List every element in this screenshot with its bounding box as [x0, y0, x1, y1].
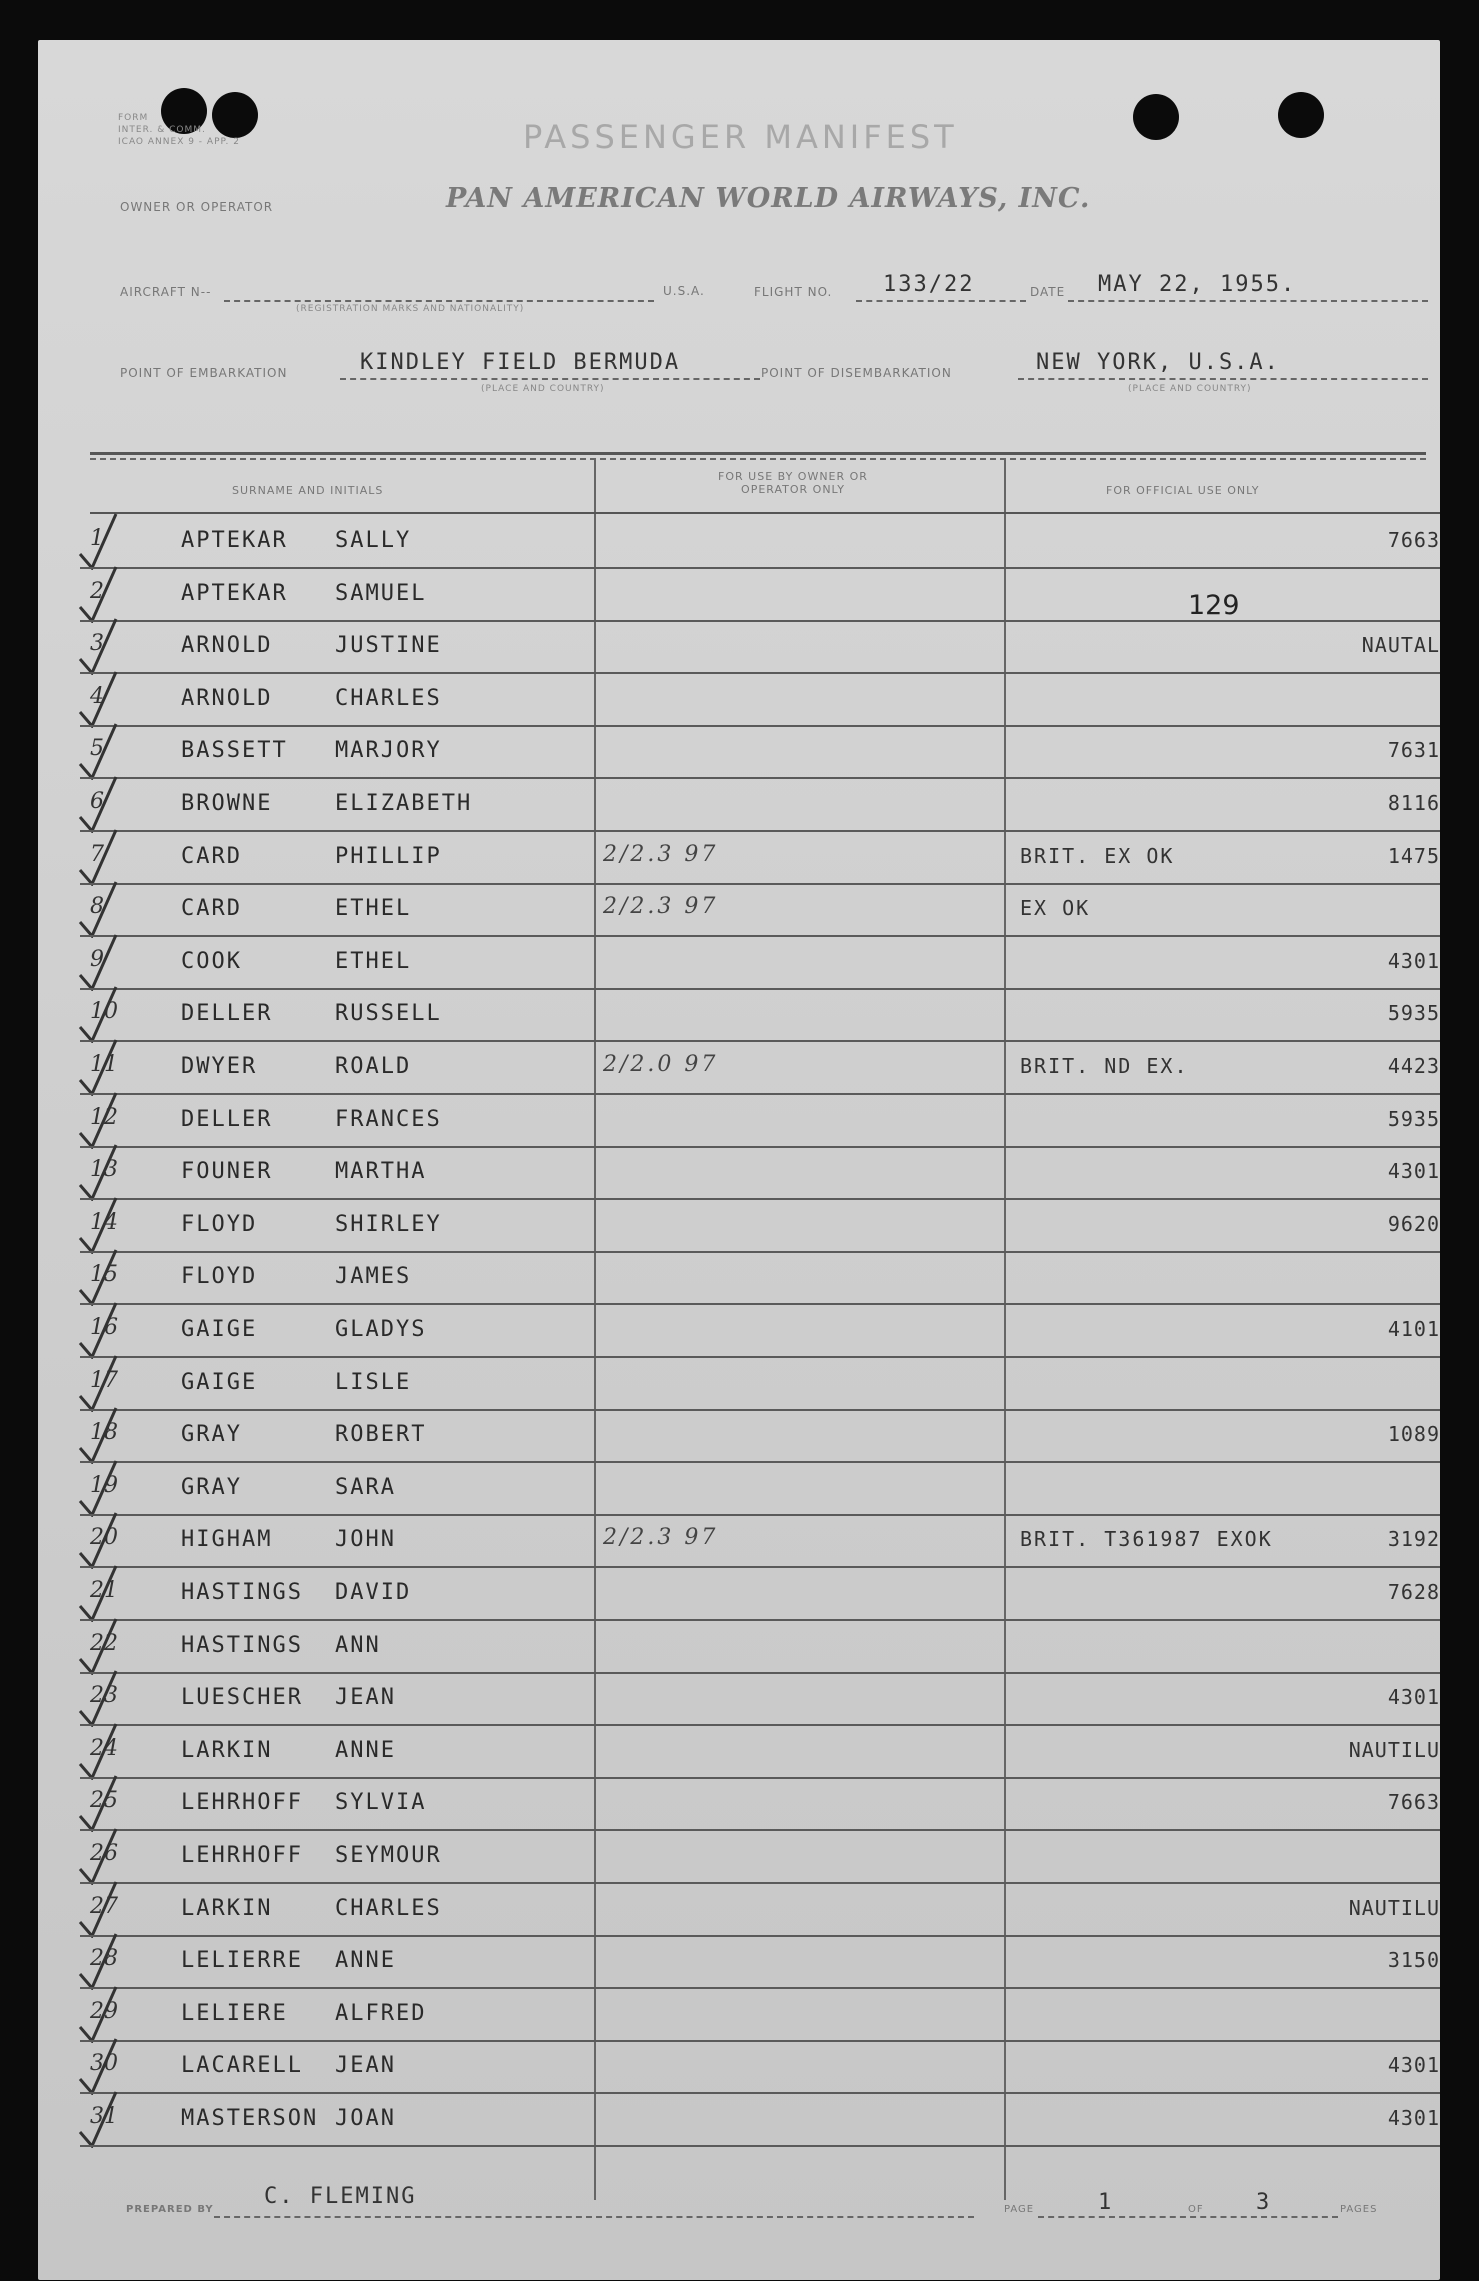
- aircraft-label: AIRCRAFT N--: [120, 285, 212, 299]
- table-row: [38, 621, 1440, 674]
- of-label: OF: [1188, 2204, 1204, 2215]
- form-id-line: ICAO ANNEX 9 - APP. 2: [118, 137, 240, 147]
- row-number: 28: [90, 1946, 118, 1972]
- given-name-cell: ELIZABETH: [335, 791, 473, 816]
- punch-hole: [1278, 92, 1324, 138]
- embark-sub: (PLACE AND COUNTRY): [481, 384, 605, 394]
- owner-value: PAN AMERICAN WORLD AIRWAYS, INC.: [446, 183, 1091, 214]
- surname-cell: GAIGE: [181, 1369, 258, 1395]
- given-name-cell: SAMUEL: [335, 580, 427, 606]
- official-code-cell: 4301: [1387, 1159, 1440, 1184]
- prepared-line: [214, 2216, 974, 2218]
- table-row: [38, 1305, 1440, 1358]
- header-rule: [90, 458, 1426, 460]
- row-number: 6: [90, 789, 104, 814]
- row-number: 10: [90, 999, 118, 1025]
- surname-cell: HASTINGS: [181, 1580, 303, 1605]
- given-name-cell: ANN: [335, 1632, 381, 1658]
- table-row: [38, 1515, 1440, 1568]
- official-code-cell: 4423: [1387, 1054, 1440, 1078]
- form-id-line: FORM: [118, 113, 149, 123]
- owner-label: OWNER OR OPERATOR: [120, 200, 274, 214]
- official-code-cell: 5935: [1387, 1106, 1440, 1131]
- official-code-cell: 7631: [1387, 738, 1440, 763]
- surname-cell: GRAY: [181, 1422, 242, 1448]
- official-code-cell: 4101: [1387, 1317, 1440, 1341]
- table-row: [38, 1410, 1440, 1463]
- surname-cell: LUESCHER: [181, 1685, 303, 1711]
- page-title: PASSENGER MANIFEST: [523, 118, 958, 156]
- official-note: 129: [1188, 590, 1240, 621]
- row-number: 19: [90, 1472, 118, 1498]
- date-value: MAY 22, 1955.: [1098, 272, 1297, 297]
- manifest-sheet: [38, 40, 1440, 2280]
- disembark-value: NEW YORK, U.S.A.: [1036, 350, 1280, 375]
- official-code-cell: 4301: [1387, 2053, 1440, 2078]
- given-name-cell: JOAN: [335, 2106, 396, 2131]
- given-name-cell: SALLY: [335, 528, 412, 553]
- official-use-cell: BRIT. EX OK: [1020, 843, 1175, 868]
- table-row: [38, 516, 1440, 569]
- table-row: [38, 1568, 1440, 1621]
- row-number: 30: [90, 2051, 118, 2077]
- usa-label: U.S.A.: [663, 284, 705, 298]
- surname-cell: LELIERE: [181, 2000, 288, 2026]
- given-name-cell: SARA: [335, 1474, 396, 1500]
- table-row: [38, 1252, 1440, 1305]
- table-row: [38, 1147, 1440, 1200]
- aircraft-line: [224, 300, 654, 302]
- table-row: [38, 1042, 1440, 1095]
- table-row: [38, 1936, 1440, 1989]
- prepared-label: PREPARED BY: [126, 2204, 214, 2215]
- official-code-cell: 1089: [1387, 1422, 1440, 1447]
- surname-cell: DELLER: [181, 1001, 273, 1027]
- of-value: 3: [1256, 2190, 1272, 2215]
- given-name-cell: SYLVIA: [335, 1790, 427, 1816]
- flight-line: [856, 300, 1026, 302]
- official-code-cell: 8116: [1387, 791, 1440, 815]
- disembark-sub: (PLACE AND COUNTRY): [1128, 384, 1252, 394]
- table-row: [38, 779, 1440, 832]
- given-name-cell: ANNE: [335, 1737, 396, 1763]
- surname-cell: CARD: [181, 843, 242, 869]
- official-code-cell: 7663: [1387, 528, 1440, 552]
- official-code-cell: 4301: [1387, 2106, 1440, 2130]
- table-row: [38, 726, 1440, 779]
- prepared-value: C. FLEMING: [264, 2184, 417, 2209]
- surname-cell: HASTINGS: [181, 1632, 303, 1658]
- given-name-cell: GLADYS: [335, 1317, 427, 1342]
- official-code-cell: 1475: [1387, 843, 1440, 868]
- embark-value: KINDLEY FIELD BERMUDA: [360, 350, 681, 375]
- row-rule: [80, 2145, 1440, 2147]
- table-row: [38, 884, 1440, 937]
- official-code-cell: 7663: [1387, 1790, 1440, 1815]
- column-header-owner: FOR USE BY OWNER OR OPERATOR ONLY: [718, 470, 868, 496]
- given-name-cell: LISLE: [335, 1369, 412, 1395]
- given-name-cell: RUSSELL: [335, 1001, 442, 1027]
- row-number: 18: [90, 1420, 118, 1446]
- given-name-cell: ROALD: [335, 1054, 412, 1079]
- given-name-cell: SEYMOUR: [335, 1843, 442, 1868]
- embark-line: [340, 378, 760, 380]
- given-name-cell: FRANCES: [335, 1106, 442, 1132]
- disembark-line: [1018, 378, 1428, 380]
- given-name-cell: SHIRLEY: [335, 1211, 442, 1237]
- row-number: 23: [90, 1683, 118, 1709]
- given-name-cell: ALFRED: [335, 2000, 427, 2026]
- row-number: 2: [90, 578, 104, 604]
- table-row: [38, 1989, 1440, 2042]
- table-row: [38, 937, 1440, 990]
- row-number: 3: [90, 631, 104, 657]
- row-number: 13: [90, 1157, 118, 1183]
- page-value: 1: [1098, 2190, 1114, 2215]
- official-code-cell: 9620: [1387, 1211, 1440, 1236]
- surname-cell: FLOYD: [181, 1211, 258, 1237]
- given-name-cell: ETHEL: [335, 948, 412, 974]
- given-name-cell: MARTHA: [335, 1159, 427, 1185]
- table-row: [38, 2094, 1440, 2147]
- header-rule: [90, 452, 1426, 455]
- given-name-cell: MARJORY: [335, 738, 442, 764]
- official-code-cell: 4301: [1387, 1685, 1440, 1710]
- row-number: 22: [90, 1630, 118, 1656]
- owner-use-cell: 2/2.0 97: [603, 1052, 719, 1077]
- row-number: 25: [90, 1788, 118, 1814]
- owner-use-cell: 2/2.3 97: [603, 841, 719, 867]
- row-number: 16: [90, 1315, 118, 1340]
- surname-cell: LEHRHOFF: [181, 1843, 303, 1868]
- surname-cell: ARNOLD: [181, 633, 273, 659]
- row-number: 12: [90, 1104, 118, 1130]
- owner-use-cell: 2/2.3 97: [603, 1525, 719, 1551]
- flight-label: FLIGHT NO.: [754, 285, 833, 299]
- table-row: [38, 1200, 1440, 1253]
- surname-cell: FLOYD: [181, 1264, 258, 1290]
- table-row: [38, 1778, 1440, 1831]
- surname-cell: FOUNER: [181, 1159, 273, 1185]
- disembark-label: POINT OF DISEMBARKATION: [761, 366, 952, 380]
- row-number: 27: [90, 1893, 118, 1919]
- flight-value: 133/22: [883, 272, 975, 297]
- surname-cell: DELLER: [181, 1106, 273, 1132]
- page-label: PAGE: [1004, 2204, 1035, 2215]
- surname-cell: LARKIN: [181, 1895, 273, 1921]
- table-row: [38, 1673, 1440, 1726]
- surname-cell: BROWNE: [181, 791, 273, 816]
- date-label: DATE: [1030, 285, 1066, 299]
- table-row: [38, 1884, 1440, 1937]
- given-name-cell: CHARLES: [335, 1895, 442, 1921]
- table-row: [38, 569, 1440, 622]
- given-name-cell: JEAN: [335, 1685, 396, 1711]
- official-use-cell: BRIT. T361987 EXOK: [1020, 1527, 1273, 1552]
- surname-cell: LEHRHOFF: [181, 1790, 303, 1816]
- row-number: 5: [90, 736, 104, 762]
- row-number: 26: [90, 1841, 118, 1866]
- official-code-cell: 7628: [1387, 1580, 1440, 1604]
- row-number: 1: [90, 526, 104, 551]
- surname-cell: LARKIN: [181, 1737, 273, 1763]
- table-row: [38, 1726, 1440, 1779]
- punch-hole: [1133, 94, 1179, 140]
- surname-cell: LELIERRE: [181, 1948, 303, 1974]
- official-code-cell: 4301: [1387, 948, 1440, 973]
- row-number: 21: [90, 1578, 118, 1603]
- table-row: [38, 1095, 1440, 1148]
- surname-cell: CARD: [181, 896, 242, 922]
- row-number: 7: [90, 841, 104, 867]
- column-header-names: SURNAME AND INITIALS: [232, 484, 384, 497]
- table-row: [38, 832, 1440, 885]
- pages-label: PAGES: [1340, 2204, 1378, 2215]
- official-use-cell: EX OK: [1020, 896, 1091, 921]
- column-header-rule: [90, 512, 1440, 514]
- row-number: 15: [90, 1262, 118, 1288]
- given-name-cell: ETHEL: [335, 896, 412, 922]
- official-code-cell: 5935: [1387, 1001, 1440, 1026]
- owner-use-cell: 2/2.3 97: [603, 894, 719, 920]
- row-number: 31: [90, 2104, 118, 2129]
- surname-cell: GAIGE: [181, 1317, 258, 1342]
- form-id: [118, 112, 240, 148]
- given-name-cell: CHARLES: [335, 685, 442, 711]
- surname-cell: BASSETT: [181, 738, 288, 764]
- row-number: 4: [90, 683, 104, 709]
- given-name-cell: PHILLIP: [335, 843, 442, 869]
- row-number: 8: [90, 894, 104, 920]
- date-line: [1068, 300, 1428, 302]
- row-number: 14: [90, 1209, 118, 1235]
- given-name-cell: JEAN: [335, 2053, 396, 2079]
- given-name-cell: JUSTINE: [335, 633, 442, 659]
- row-number: 11: [90, 1052, 118, 1077]
- official-code-cell: NAUTILU: [1348, 1737, 1440, 1762]
- surname-cell: ARNOLD: [181, 685, 273, 711]
- column-header-official: FOR OFFICIAL USE ONLY: [1106, 484, 1260, 497]
- surname-cell: LACARELL: [181, 2053, 303, 2079]
- official-code-cell: NAUTILU: [1348, 1895, 1440, 1920]
- official-code-cell: 3192: [1387, 1527, 1440, 1552]
- given-name-cell: DAVID: [335, 1580, 412, 1605]
- table-row: [38, 1621, 1440, 1674]
- surname-cell: GRAY: [181, 1474, 242, 1500]
- page-line: [1038, 2216, 1338, 2218]
- table-row: [38, 1358, 1440, 1411]
- given-name-cell: ANNE: [335, 1948, 396, 1974]
- official-code-cell: 3150: [1387, 1948, 1440, 1973]
- embark-label: POINT OF EMBARKATION: [120, 366, 288, 380]
- form-id-line: INTER. & COMM.: [118, 125, 206, 135]
- surname-cell: COOK: [181, 948, 242, 974]
- table-row: [38, 674, 1440, 727]
- table-row: [38, 1831, 1440, 1884]
- surname-cell: APTEKAR: [181, 580, 288, 606]
- row-number: 17: [90, 1367, 118, 1393]
- surname-cell: HIGHAM: [181, 1527, 273, 1553]
- surname-cell: APTEKAR: [181, 528, 288, 553]
- row-number: 24: [90, 1735, 118, 1761]
- table-row: [38, 1463, 1440, 1516]
- official-code-cell: NAUTAL: [1361, 633, 1440, 658]
- surname-cell: DWYER: [181, 1054, 258, 1079]
- row-number: 29: [90, 1998, 118, 2024]
- given-name-cell: ROBERT: [335, 1422, 427, 1448]
- table-row: [38, 989, 1440, 1042]
- official-use-cell: BRIT. ND EX.: [1020, 1054, 1189, 1078]
- table-row: [38, 2041, 1440, 2094]
- row-number: 9: [90, 946, 104, 972]
- row-number: 20: [90, 1525, 118, 1551]
- surname-cell: MASTERSON: [181, 2106, 319, 2131]
- aircraft-sub: (REGISTRATION MARKS AND NATIONALITY): [296, 304, 525, 314]
- given-name-cell: JAMES: [335, 1264, 412, 1290]
- given-name-cell: JOHN: [335, 1527, 396, 1553]
